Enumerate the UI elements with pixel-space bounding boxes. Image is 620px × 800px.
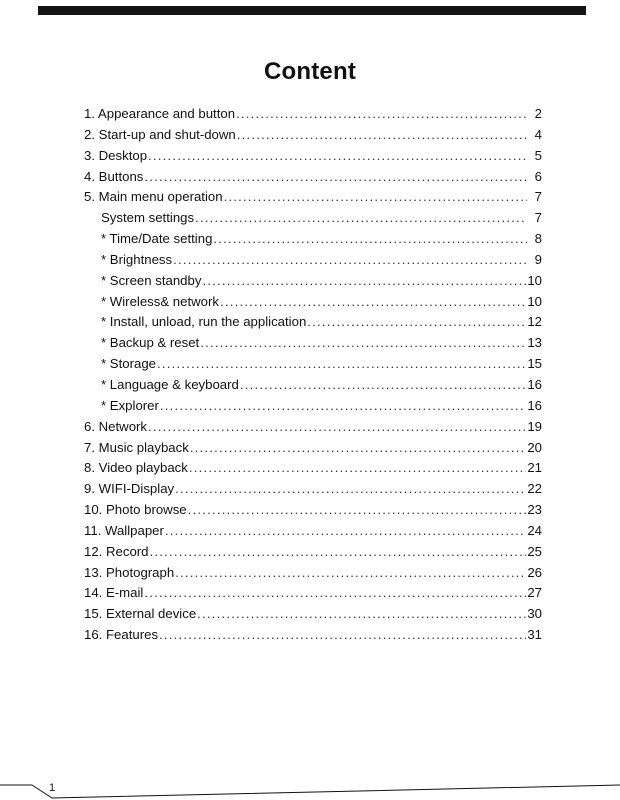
toc-entry[interactable]	[84, 312, 542, 333]
toc-leader-dots	[213, 229, 527, 250]
toc-entry-page: 16	[527, 376, 542, 392]
toc-entry-label: 8. Video playback	[84, 460, 188, 476]
toc-entry-page: 24	[527, 522, 542, 538]
toc-entry[interactable]	[84, 125, 542, 146]
toc-entry-page: 5	[534, 147, 542, 163]
toc-entry-page: 8	[534, 231, 542, 247]
toc-leader-dots	[237, 125, 527, 146]
toc-entry-label: System settings	[101, 210, 195, 226]
toc-leader-dots	[190, 438, 527, 459]
toc-entry-label: * Install, unload, run the application	[101, 314, 307, 330]
toc-entry[interactable]	[84, 146, 542, 167]
header-rule	[38, 6, 586, 15]
toc-entry-page: 27	[527, 585, 542, 601]
toc-entry[interactable]	[84, 271, 542, 292]
toc-entry-label: 3. Desktop	[84, 147, 148, 163]
toc-leader-dots	[159, 625, 526, 646]
toc-entry-page: 7	[534, 189, 542, 205]
toc-leader-dots	[197, 604, 526, 625]
toc-entry[interactable]	[84, 438, 542, 459]
toc-entry-label: * Explorer	[101, 397, 159, 413]
toc-entry[interactable]	[84, 333, 542, 354]
toc-entry[interactable]	[84, 229, 542, 250]
toc-entry-page: 10	[527, 293, 542, 309]
toc-entry-label: 14. E-mail	[84, 585, 144, 601]
toc-leader-dots	[148, 417, 526, 438]
toc-entry-label: 6. Network	[84, 418, 148, 434]
toc-leader-dots	[148, 146, 527, 167]
toc-entry[interactable]	[84, 250, 542, 271]
toc-leader-dots	[160, 396, 526, 417]
toc-leader-dots	[144, 167, 527, 188]
toc-leader-dots	[175, 479, 526, 500]
toc-entry[interactable]	[84, 625, 542, 646]
toc-entry-label: 13. Photograph	[84, 564, 175, 580]
toc-entry-label: 11. Wallpaper	[84, 522, 164, 538]
toc-entry-page: 9	[534, 251, 542, 267]
toc-entry[interactable]	[84, 500, 542, 521]
toc-entry-page: 21	[527, 460, 542, 476]
toc-leader-dots	[188, 500, 527, 521]
toc-leader-dots	[173, 250, 527, 271]
toc-entry-label: * Backup & reset	[101, 335, 200, 351]
toc-entry-label: 12. Record	[84, 543, 149, 559]
toc-entry-label: * Brightness	[101, 251, 173, 267]
toc-leader-dots	[220, 292, 526, 313]
toc-entry-page: 19	[527, 418, 542, 434]
toc-entry-page: 13	[527, 335, 542, 351]
toc-entry[interactable]	[84, 604, 542, 625]
toc-entry[interactable]	[84, 167, 542, 188]
toc-entry-page: 26	[527, 564, 542, 580]
toc-leader-dots	[195, 208, 527, 229]
toc-entry[interactable]	[84, 417, 542, 438]
toc-entry-page: 22	[527, 481, 542, 497]
footer-rule	[0, 770, 620, 800]
toc-entry-page: 31	[527, 627, 542, 643]
toc-entry[interactable]	[84, 521, 542, 542]
toc-leader-dots	[224, 187, 527, 208]
toc-leader-dots	[165, 521, 526, 542]
toc-entry-label: 5. Main menu operation	[84, 189, 223, 205]
toc-entry[interactable]	[84, 292, 542, 313]
toc-entry-label: * Wireless& network	[101, 293, 219, 309]
toc-entry-page: 20	[527, 439, 542, 455]
toc-entry[interactable]	[84, 542, 542, 563]
toc-leader-dots	[307, 312, 526, 333]
toc-leader-dots	[189, 458, 526, 479]
toc-entry-page: 10	[527, 272, 542, 288]
toc-entry[interactable]	[84, 479, 542, 500]
toc-entry-label: 10. Photo browse	[84, 502, 187, 518]
toc-leader-dots	[200, 333, 526, 354]
toc-entry[interactable]	[84, 563, 542, 584]
toc-entry-label: * Language & keyboard	[101, 376, 239, 392]
toc-entry-label: 16. Features	[84, 627, 159, 643]
toc-leader-dots	[236, 104, 527, 125]
toc-entry-page: 25	[527, 543, 542, 559]
toc-entry-label: 2. Start-up and shut-down	[84, 126, 236, 142]
toc-entry-page: 30	[527, 606, 542, 622]
toc-entry-label: * Screen standby	[101, 272, 202, 288]
toc-entry-page: 2	[534, 106, 542, 121]
toc-entry-label: 9. WIFI-Display	[84, 481, 175, 497]
table-of-contents	[84, 104, 542, 646]
toc-entry[interactable]	[84, 396, 542, 417]
toc-leader-dots	[202, 271, 526, 292]
toc-entry-label: 15. External device	[84, 606, 197, 622]
toc-entry-page: 23	[527, 502, 542, 518]
toc-leader-dots	[240, 375, 526, 396]
toc-entry-label: * Time/Date setting	[101, 231, 213, 247]
page-title: Content	[263, 58, 357, 86]
toc-entry-page: 12	[527, 314, 542, 330]
page-number: 1	[49, 782, 56, 794]
toc-entry[interactable]	[84, 375, 542, 396]
toc-entry-label: 1. Appearance and button	[84, 106, 236, 121]
toc-entry[interactable]	[84, 187, 542, 208]
toc-entry-label: 7. Music playback	[84, 439, 189, 455]
toc-leader-dots	[157, 354, 526, 375]
toc-entry-page: 4	[534, 126, 542, 142]
toc-entry-page: 6	[534, 168, 542, 184]
toc-entry-page: 15	[527, 356, 542, 372]
toc-entry[interactable]	[84, 208, 542, 229]
toc-entry-page: 16	[527, 397, 542, 413]
toc-entry[interactable]	[84, 104, 542, 125]
toc-leader-dots	[144, 583, 526, 604]
toc-entry[interactable]	[84, 583, 542, 604]
toc-leader-dots	[175, 563, 526, 584]
toc-entry-label: * Storage	[101, 356, 156, 372]
toc-entry-label: 4. Buttons	[84, 168, 144, 184]
toc-entry[interactable]	[84, 354, 542, 375]
toc-leader-dots	[150, 542, 527, 563]
toc-entry[interactable]	[84, 458, 542, 479]
toc-entry-page: 7	[534, 210, 542, 226]
